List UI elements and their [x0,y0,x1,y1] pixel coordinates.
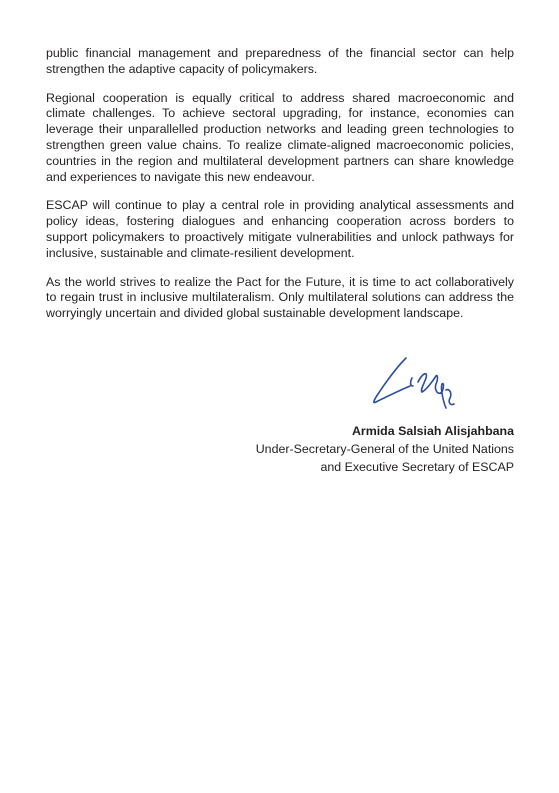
signatory-title-line-2: and Executive Secretary of ESCAP [320,460,514,474]
signatory-name: Armida Salsiah Alisjahbana [351,424,514,438]
paragraph-3: ESCAP will continue to play a central role in providing analytical assessments and policy ideas, fostering dialogues and enhancing cooperation across borders to support policymakers to proactively mitigate vulnerabilities and unlock pathways for inclusive, sustainable and climate-resilient development. [46,198,514,260]
signature-block [256,422,514,476]
letter-body [46,46,514,335]
paragraph-4: As the world strives to realize the Pact for the Future, it is time to act collaboratively to regain trust in inclusive multilateralism. Only multilateral solutions can address the worryingly uncertain and divided global sustainable development landscape. [46,274,514,321]
paragraph-2: Regional cooperation is equally critical to address shared macroeconomic and climate challenges. To achieve sectoral upgrading, for instance, economies can leverage their unparallelled production networks and leading green technologies to strengthen green value chains. To realize climate-aligned macroeconomic policies, countries in the region and multilateral development partners can share knowledge and experiences to navigate this new endeavour. [46,90,514,184]
signatory-title-line-1: Under-Secretary-General of the United Nations [255,442,514,456]
paragraph-1: public financial management and preparedness of the financial sector can help strengthen the adaptive capacity of policymakers. [46,46,514,76]
handwritten-signature [366,352,466,414]
